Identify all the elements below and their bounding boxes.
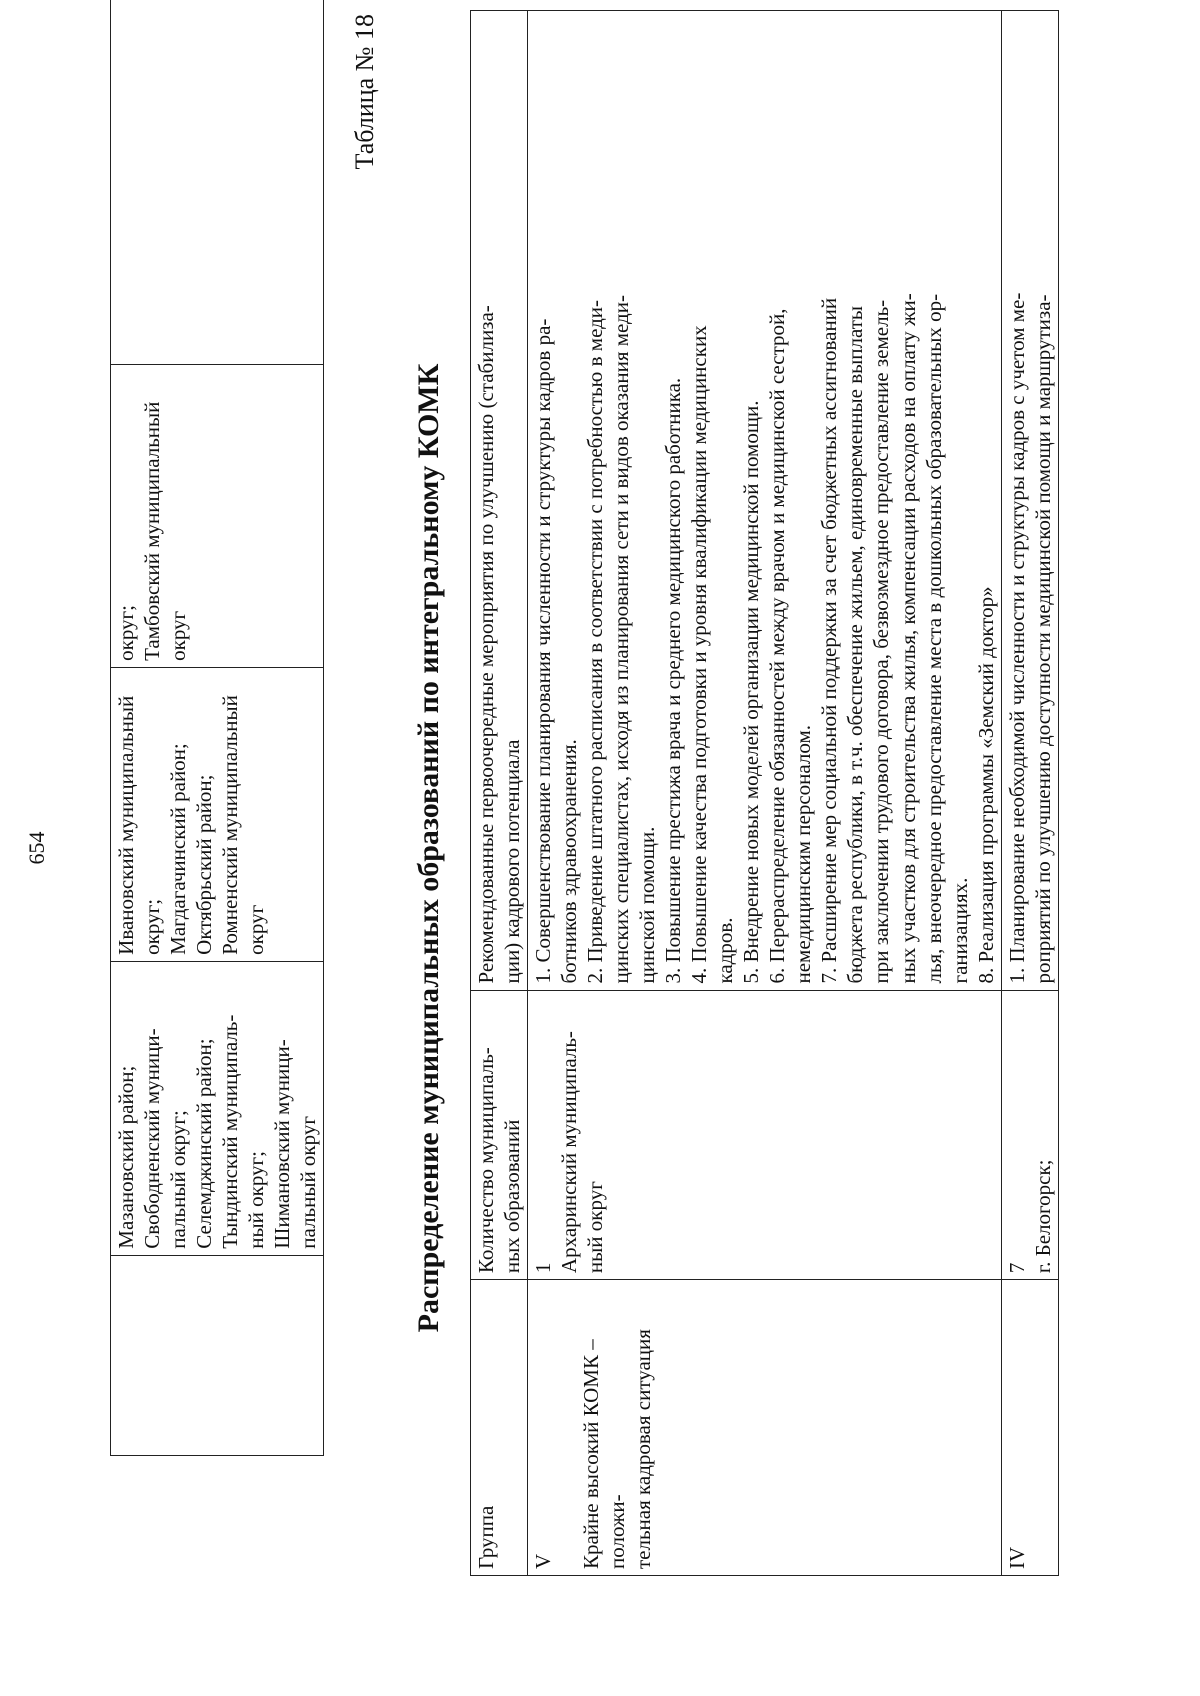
table-header-row <box>471 11 528 1576</box>
table-cell <box>111 364 324 667</box>
group-code: IV <box>1004 1546 1029 1569</box>
count-cell <box>528 990 1002 1280</box>
group-cell <box>528 1280 1002 1576</box>
header-count: Количество муниципаль- ных образований <box>471 990 528 1280</box>
table-cell <box>111 961 324 1255</box>
cell-text: Ивановский муниципальный округ; Магдагачинский район; Октябрьский район; Ромненский муниципальный округ <box>114 695 269 955</box>
measure-item: 4. Повышение качества подготовки и уровня квалификации медицинских кадров. <box>687 325 738 984</box>
table-row <box>111 0 324 1456</box>
page-number: 654 <box>24 831 49 865</box>
table-cell <box>111 1255 324 1455</box>
measure-item: 2. Приведение штатного расписания в соответствии с потребностью в меди- цинских специалистах, исходя из планирования сети и видов оказания меди- цинской помощи. <box>583 295 660 984</box>
cell-text: Мазановский район; Свободненский муници- пальный округ; Селемджинский район; Тындинский муниципаль- ный округ; Шимановский муници- пальный округ <box>114 1014 321 1249</box>
measure-item: 3. Повышение престижа врача и среднего медицинского работника. <box>661 377 686 984</box>
group-cell <box>1001 1280 1058 1576</box>
group-code: V <box>531 1553 556 1569</box>
municipality-count: 1 <box>531 1262 556 1274</box>
table-cell <box>111 0 324 364</box>
measure-item: 1. Планирование необходимой численности и структуры кадров с учетом ме- роприятий по улучшению доступности медицинской помощи и маршрутиза- <box>1004 292 1055 984</box>
measures-cell <box>1001 11 1058 991</box>
measure-item: 7. Расширение мер социальной поддержки за счет бюджетных ассигнований бюджета республики, в т.ч. обеспечение жильем, единовременные выплаты при заключении трудового договора, безвозмездное предоставление земель- ных участков для строительства жилья, компенсации расходов на оплату жи- лья, внеочередное предоставление места в дошкольных образовательных ор- ганизациях. <box>817 293 972 984</box>
municipality-count: 7 <box>1004 1262 1029 1274</box>
measure-item: 5. Внедрение новых моделей организации медицинской помощи. <box>739 400 764 984</box>
table-number: Таблица № 18 <box>350 14 379 170</box>
measure-item: 1. Совершенствование планирования численности и структуры кадров ра- ботников здравоохранения. <box>531 318 582 984</box>
header-measures: Рекомендованные первоочередные мероприятия по улучшению (стабилиза- ции) кадрового потенциала <box>471 11 528 991</box>
table-row <box>528 11 1002 1576</box>
municipality-list: г. Белогорск; <box>1030 1159 1055 1274</box>
municipality-list: Архаринский муниципаль- ный округ <box>557 1031 608 1274</box>
count-cell <box>1001 990 1058 1280</box>
header-group: Группа <box>471 1280 528 1576</box>
table-row <box>1001 11 1058 1576</box>
table-cell <box>111 667 324 961</box>
measures-cell <box>528 11 1002 991</box>
distribution-table <box>470 10 1059 1576</box>
continuation-table <box>110 0 324 1456</box>
measure-item: 6. Перераспределение обязанностей между врачом и медицинской сестрой, немедицинским персоналом. <box>765 308 816 984</box>
measure-item: 8. Реализация программы «Земский доктор» <box>973 586 998 984</box>
table-title: Распределение муниципальных образований по интегральному КОМК <box>412 363 445 1333</box>
group-description: Крайне высокий КОМК – положи- тельная кадровая ситуация <box>579 1329 656 1569</box>
cell-text: округ; Тамбовский муниципальный округ <box>114 401 191 661</box>
